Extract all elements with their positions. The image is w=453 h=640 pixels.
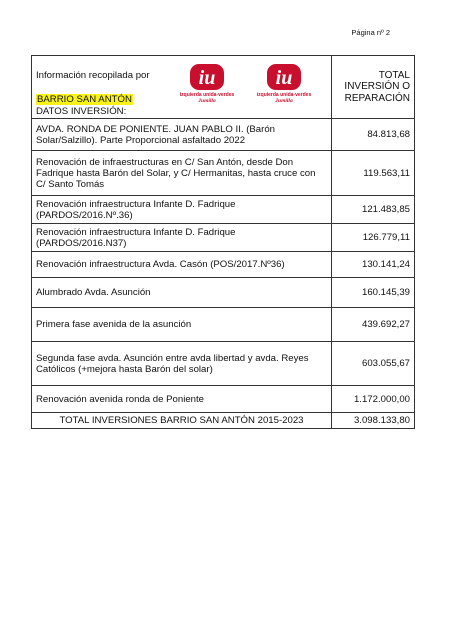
table-row [32, 224, 415, 252]
row-amount: 130.141,24 [332, 252, 415, 278]
table-row [32, 119, 415, 151]
row-amount: 126.779,11 [332, 224, 415, 252]
datos-label: DATOS INVERSIÓN: [36, 106, 127, 117]
row-description: AVDA. RONDA DE PONIENTE. JUAN PABLO II. (Barón Solar/Salzillo). Parte Proporcional asfaltado 2022 [32, 119, 332, 151]
iu-logo [177, 62, 237, 104]
svg-text:iu: iu [198, 67, 216, 89]
logo-text: izquierda unida-verdes [256, 92, 312, 98]
table-row [32, 252, 415, 278]
col-header-line: REPARACIÓN [344, 92, 410, 104]
header-cell [32, 56, 332, 119]
iu-logo-icon [265, 62, 303, 92]
total-row [32, 413, 415, 429]
total-amount: 3.098.133,80 [332, 413, 415, 429]
table-row [32, 308, 415, 342]
row-amount: 121.483,85 [332, 196, 415, 224]
page-number: Página nº 2 [351, 28, 390, 37]
header-row [32, 56, 415, 119]
row-amount: 84.813,68 [332, 119, 415, 151]
logo-sub: Jumilla [198, 98, 216, 104]
col-header-line: INVERSIÓN O [344, 81, 410, 93]
table-row [32, 151, 415, 196]
svg-text:iu: iu [275, 67, 293, 89]
row-description: Primera fase avenida de la asunción [32, 308, 332, 342]
info-label: Información recopilada por [36, 70, 150, 81]
total-label: TOTAL INVERSIONES BARRIO SAN ANTÓN 2015-2023 [32, 413, 332, 429]
row-description: Renovación infraestructura Infante D. Fadrique (PARDOS/2016.N37) [32, 224, 332, 252]
table-row [32, 342, 415, 386]
row-amount: 603.055,67 [332, 342, 415, 386]
row-description: Segunda fase avda. Asunción entre avda libertad y avda. Reyes Católicos (+mejora hasta Barón del solar) [32, 342, 332, 386]
logo-sub: Jumilla [275, 98, 293, 104]
row-amount: 119.563,11 [332, 151, 415, 196]
total-column-header [332, 56, 415, 119]
row-description: Renovación infraestructura Avda. Casón (POS/2017.Nº36) [32, 252, 332, 278]
row-amount: 439.692,27 [332, 308, 415, 342]
investment-table [31, 55, 415, 429]
iu-logo-icon [188, 62, 226, 92]
table-row [32, 386, 415, 413]
table-row [32, 278, 415, 308]
row-description: Renovación avenida ronda de Poniente [32, 386, 332, 413]
row-amount: 1.172.000,00 [332, 386, 415, 413]
col-header-line: TOTAL [378, 69, 410, 81]
row-description: Alumbrado Avda. Asunción [32, 278, 332, 308]
row-description: Renovación de infraestructuras en C/ San Antón, desde Don Fadrique hasta Barón del Solar, y C/ Hermanitas, hasta cruce con C/ Santo Tomás [32, 151, 332, 196]
row-amount: 160.145,39 [332, 278, 415, 308]
logo-text: izquierda unida-verdes [179, 92, 235, 98]
iu-logo [254, 62, 314, 104]
table-row [32, 196, 415, 224]
row-description: Renovación infraestructura Infante D. Fadrique (PARDOS/2016.Nº.36) [32, 196, 332, 224]
barrio-label: BARRIO SAN ANTÓN [37, 94, 132, 105]
